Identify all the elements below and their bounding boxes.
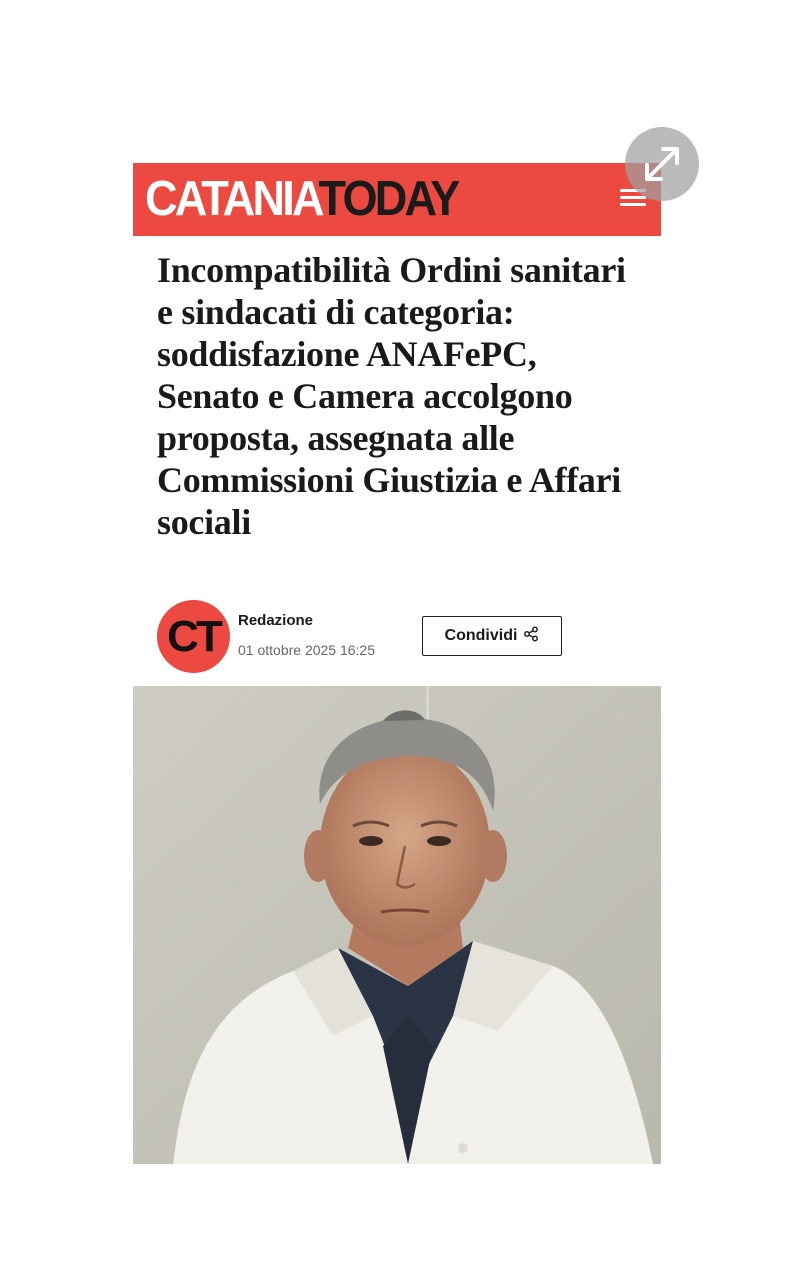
share-icon — [523, 626, 539, 647]
expand-arrows-icon[interactable] — [625, 127, 699, 201]
author-name[interactable]: Redazione — [238, 612, 314, 629]
share-button-label: Condividi — [444, 627, 518, 644]
article-title: Incompatibilità Ordini sanitari e sindacati di categoria: soddisfazione ANAFePC, Senato e Camera accolgono proposta, assegnata alle Commissioni Giustizia e Affari sociali — [157, 250, 626, 542]
site-logo[interactable] — [145, 167, 458, 231]
article-photo — [133, 686, 661, 1164]
logo-text-catania: CATANIA — [145, 172, 319, 226]
logo-text-today: TODAY — [318, 172, 458, 226]
publish-date: 01 ottobre 2025 16:25 — [238, 642, 376, 658]
article-card — [133, 163, 661, 1164]
author-avatar[interactable]: CT — [157, 600, 230, 673]
site-header — [133, 163, 661, 236]
share-button[interactable] — [422, 616, 562, 656]
